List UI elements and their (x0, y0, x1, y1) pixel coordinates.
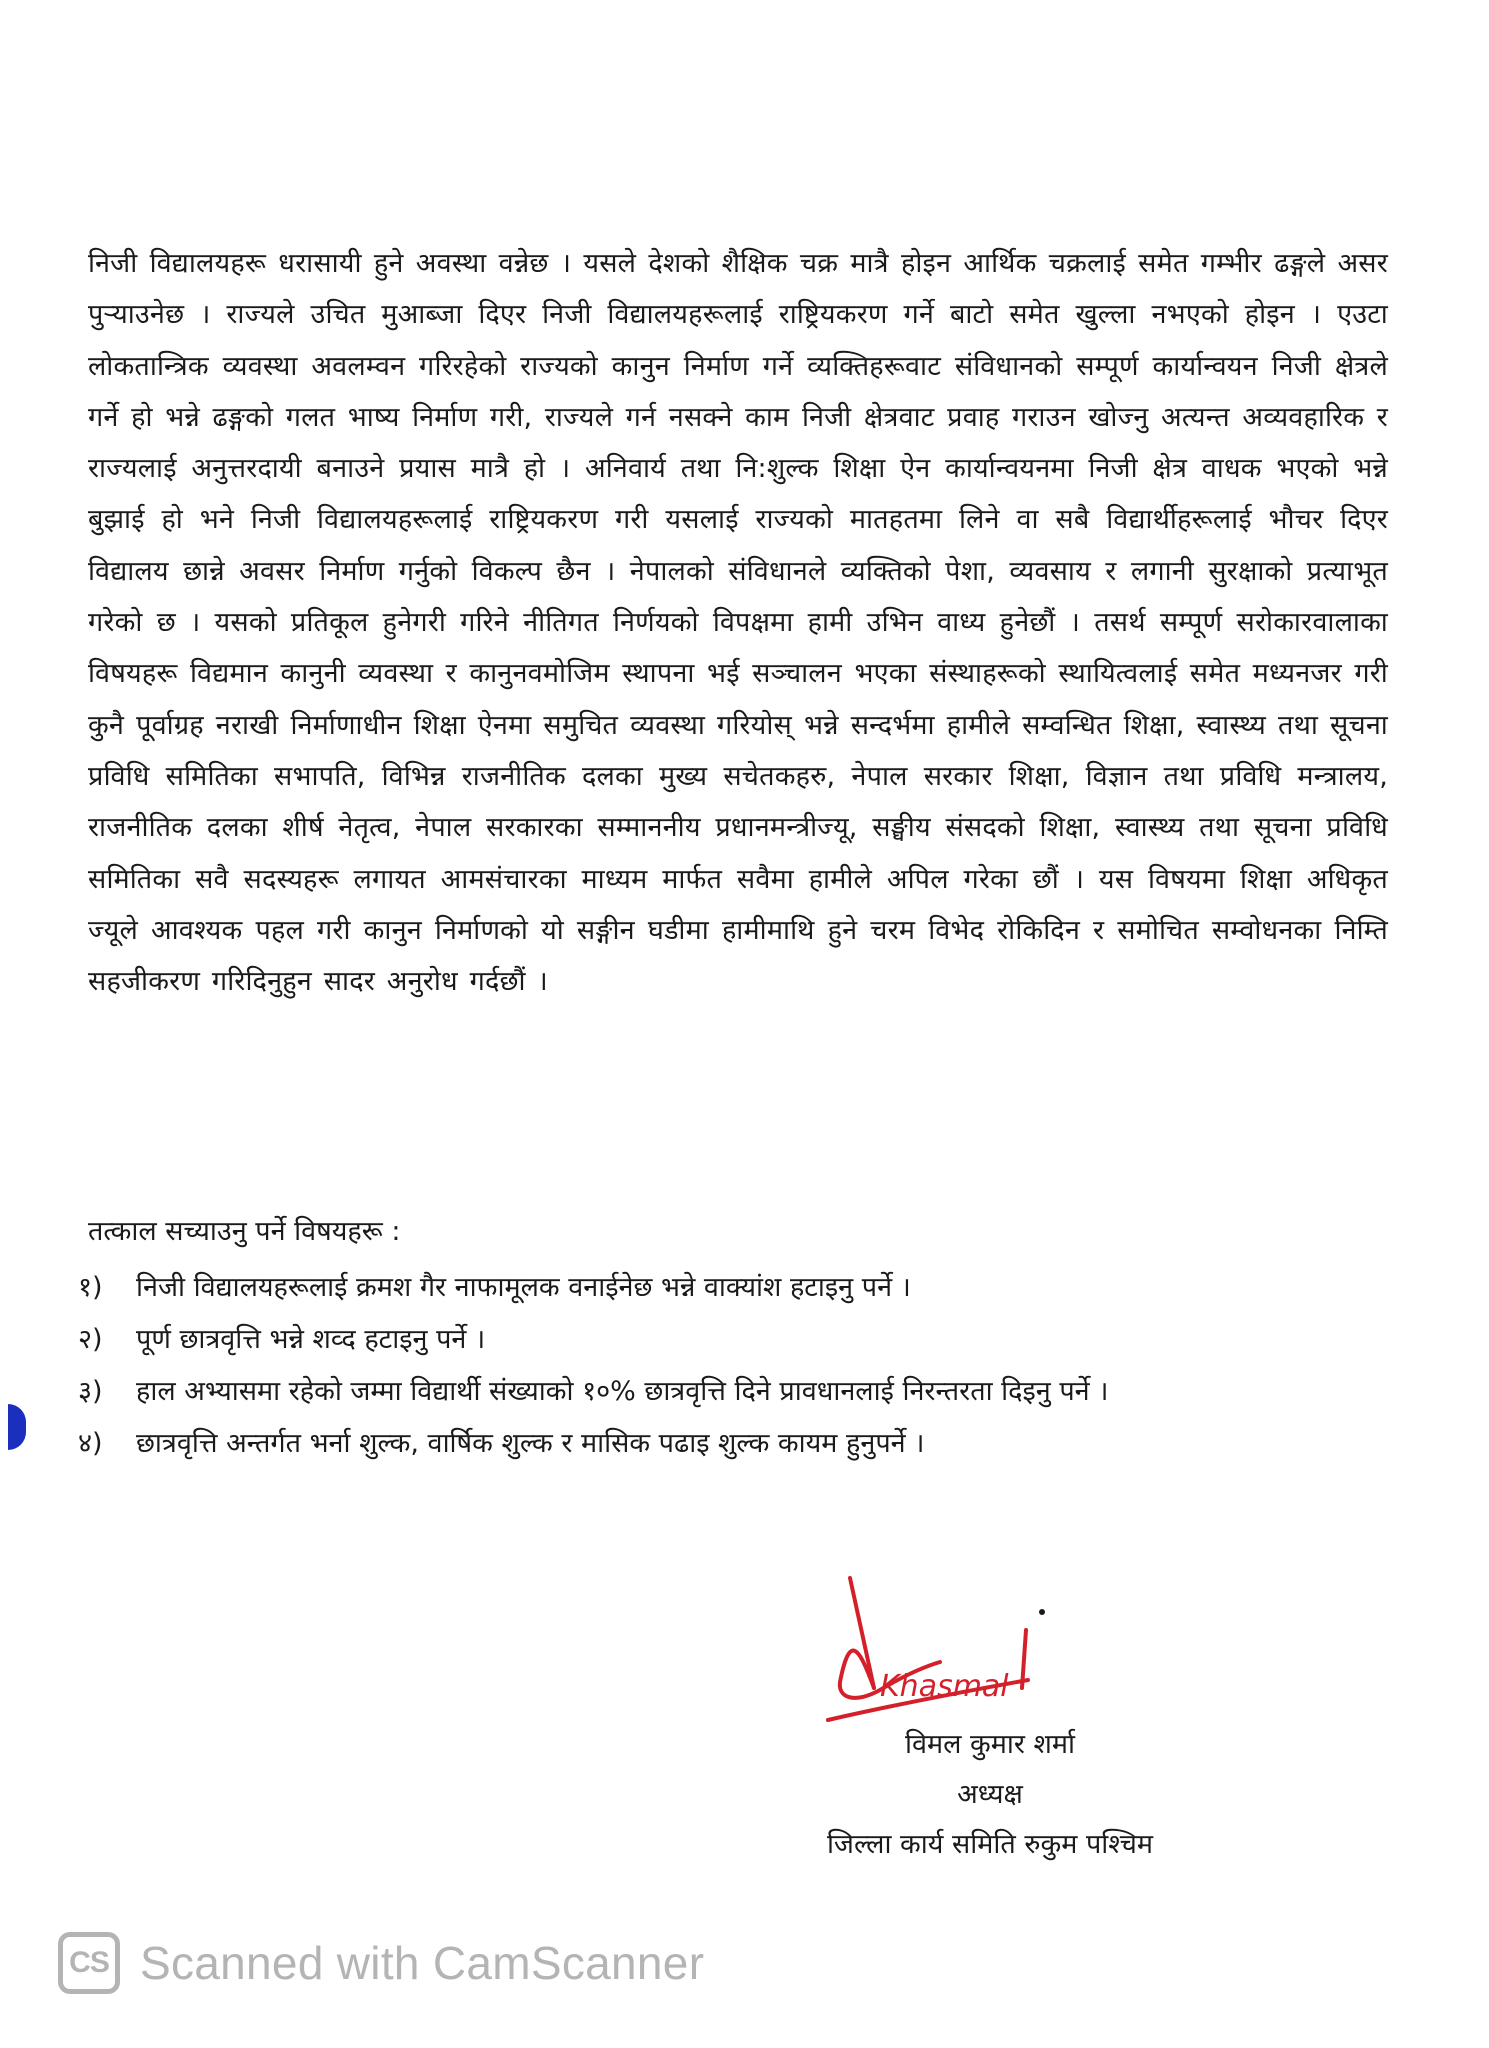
signer-title: अध्यक्ष (957, 1779, 1023, 1810)
scan-edge-mark (8, 1404, 26, 1450)
list-item (78, 1314, 1398, 1366)
issues-list (78, 1262, 1398, 1470)
signer-name: विमल कुमार शर्मा (904, 1729, 1076, 1760)
list-item-text: पूर्ण छात्रवृत्ति भन्ने शव्द हटाइनु पर्ने । (136, 1324, 486, 1355)
camscanner-watermark (58, 1928, 704, 1998)
list-item (78, 1418, 1398, 1470)
watermark-text: Scanned with CamScanner (140, 1937, 705, 1989)
list-item-number: ३) (78, 1376, 103, 1407)
handwritten-signature (810, 1570, 1070, 1730)
signature-text: Khasmal (880, 1669, 1009, 1704)
list-heading: तत्काल सच्याउनु पर्ने विषयहरू : (88, 1216, 401, 1247)
camscanner-logo-icon: CS (58, 1932, 120, 1994)
list-item-text: छात्रवृत्ति अन्तर्गत भर्ना शुल्क, वार्षिक शुल्क र मासिक पढाइ शुल्क कायम हुनुपर्ने । (136, 1428, 925, 1459)
signer-block (740, 1720, 1240, 1870)
body-paragraph: निजी विद्यालयहरू धरासायी हुने अवस्था वन्नेछ । यसले देशको शैक्षिक चक्र मात्रै होइन आर्थिक चक्रलाई समेत गम्भीर ढङ्गले असर पुऱ्याउनेछ । राज्यले उचित मुआब्जा दिएर निजी विद्यालयहरूलाई राष्ट्रियकरण गर्ने बाटो समेत खुल्ला नभएको होइन । एउटा लोकतान्त्रिक व्यवस्था अवलम्वन गरिरहेको राज्यको कानुन निर्माण गर्ने व्यक्तिहरूवाट संविधानको सम्पूर्ण कार्यान्वयन निजी क्षेत्रले गर्ने हो भन्ने ढङ्गको गलत भाष्य निर्माण गरी, राज्यले गर्न नसक्ने काम निजी क्षेत्रवाट प्रवाह गराउन खोज्नु अत्यन्त अव्यवहारिक र राज्यलाई अनुत्तरदायी बनाउने प्रयास मात्रै हो । अनिवार्य तथा नि:शुल्क शिक्षा ऐन कार्यान्वयनमा निजी क्षेत्र वाधक भएको भन्ने बुझाई हो भने निजी विद्यालयहरूलाई राष्ट्रियकरण गरी यसलाई राज्यको मातहतमा लिने वा सबै विद्यार्थीहरूलाई भौचर दिएर विद्यालय छान्ने अवसर निर्माण गर्नुको विकल्प छैन । नेपालको संविधानले व्यक्तिको पेशा, व्यवसाय र लगानी सुरक्षाको प्रत्याभूत गरेको छ । यसको प्रतिकूल हुनेगरी गरिने नीतिगत निर्णयको विपक्षमा हामी उभिन वाध्य हुनेछौं । तसर्थ सम्पूर्ण सरोकारवालाका विषयहरू विद्यमान कानुनी व्यवस्था र कानुनवमोजिम स्थापना भई सञ्चालन भएका संस्थाहरूको स्थायित्वलाई समेत मध्यनजर गरी कुनै पूर्वाग्रह नराखी निर्माणाधीन शिक्षा ऐनमा समुचित व्यवस्था गरियोस् भन्ने सन्दर्भमा हामीले सम्वन्धित शिक्षा, स्वास्थ्य तथा सूचना प्रविधि समितिका सभापति, विभिन्न राजनीतिक दलका मुख्य सचेतकहरु, नेपाल सरकार शिक्षा, विज्ञान तथा प्रविधि मन्त्रालय, राजनीतिक दलका शीर्ष नेतृत्व, नेपाल सरकारका सम्माननीय प्रधानमन्त्रीज्यू, सङ्घीय संसदको शिक्षा, स्वास्थ्य तथा सूचना प्रविधि समितिका सवै सदस्यहरू लगायत आमसंचारका माध्यम मार्फत सवैमा हामीले अपिल गरेका छौं । यस विषयमा शिक्षा अधिकृत ज्यूले आवश्यक पहल गरी कानुन निर्माणको यो सङ्गीन घडीमा हामीमाथि हुने चरम विभेद रोकिदिन र समोचित सम्वोधनका निम्ति सहजीकरण गरिदिनुहुन सादर अनुरोध गर्दछौं । (88, 248, 1388, 998)
list-item-number: ४) (78, 1428, 103, 1459)
list-item (78, 1262, 1398, 1314)
signer-organization: जिल्ला कार्य समिति रुकुम पश्चिम (826, 1829, 1154, 1860)
list-item-number: १) (78, 1272, 103, 1303)
list-item-text: निजी विद्यालयहरूलाई क्रमश गैर नाफामूलक वनाईनेछ भन्ने वाक्यांश हटाइनु पर्ने । (136, 1272, 911, 1303)
list-item-number: २) (78, 1324, 103, 1355)
list-item-text: हाल अभ्यासमा रहेको जम्मा विद्यार्थी संख्याको १०% छात्रवृत्ति दिने प्रावधानलाई निरन्तरता दिइनु पर्ने । (136, 1376, 1109, 1407)
list-item (78, 1366, 1398, 1418)
